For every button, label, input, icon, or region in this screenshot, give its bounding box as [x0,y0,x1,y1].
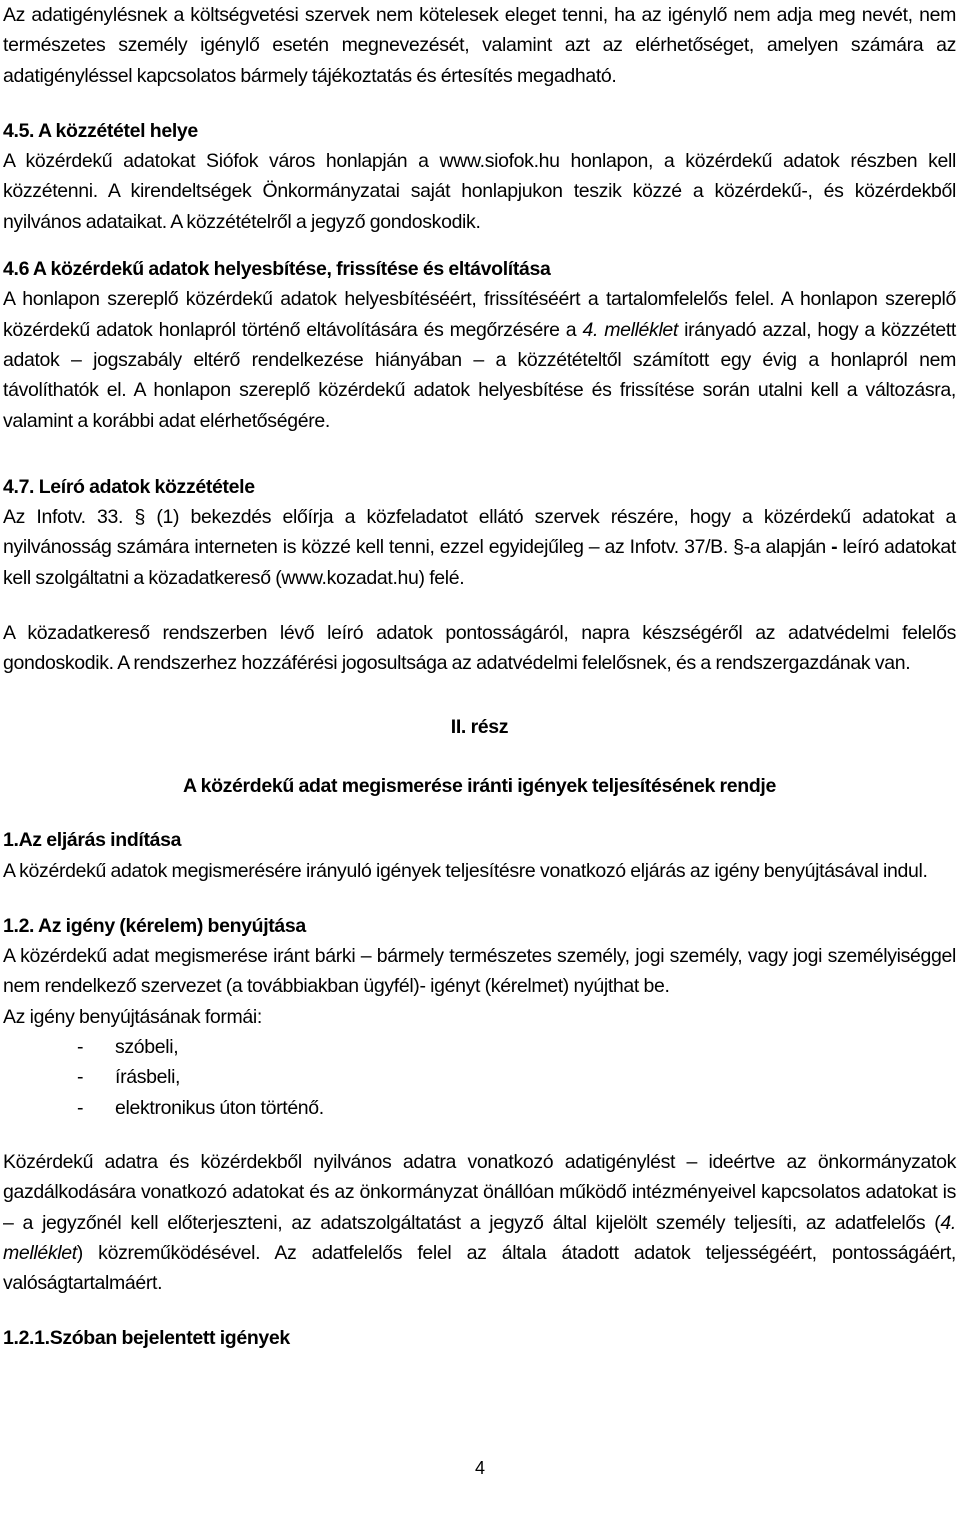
section-1-2-text-2a: Közérdekű adatra és közérdekből nyilvános adatra vonatkozó adatigénylést – ideértve az önkormányzatok gazdálkodására vonatkozó adatokat és az önkormányzat önállóan működő intézményeivel kapcsolatos adatokat is – a jegyzőnél kell előterjeszteni, az adatszolgáltatást a jegyző által kijelölt személy teljesíti, az adatfelelős ( [3,1150,956,1234]
list-item-text: szóbeli, [115,1036,179,1059]
section-4-6-text [3,284,956,435]
section-1-2-text-2 [3,1147,956,1298]
page-number: 4 [474,1458,485,1478]
list-item-text: írásbeli, [115,1066,181,1089]
section-1-2-1-heading: 1.2.1.Szóban bejelentett igények [3,1327,290,1350]
section-4-7-bold-dash: - [831,536,838,559]
section-4-7-text-1b: leíró adatokat kell szolgáltatni a közadatkereső (www.kozadat.hu) felé. [3,536,956,589]
list-dash: - [77,1036,84,1059]
section-4-6-text-b: irányadó azzal, hogy a közzétett adatok – jogszabály eltérő rendelkezése hiányában – a közzétételtől számított egy évig a honlapról nem távolíthatók el. A honlapon szereplő közérdekű adatok helyesbítése és frissítése során utalni kell a változásra, valamint a korábbi adat elérhetőségére. [3,318,956,432]
list-item [3,1062,956,1092]
section-1-heading: 1.Az eljárás indítása [3,829,182,852]
section-1-2-heading: 1.2. Az igény (kérelem) benyújtása [3,914,306,937]
intro-paragraph: Az adatigénylésnek a költségvetési szervek nem kötelesek eleget tenni, ha az igénylő nem adja meg nevét, nem természetes személy igénylő esetén megnevezését, valamint azt az elérhetőséget, amelyen számára az adatigényléssel kapcsolatos bármely tájékoztatás és értesítés megadható. [3,4,956,87]
list-item-text: elektronikus úton történő. [115,1096,324,1119]
list-item [3,1093,956,1123]
section-1-2-text: A közérdekű adat megismerése iránt bárki – bármely természetes személy, jogi személy, vagy jogi személyiséggel nem rendelkező szervezet (a továbbiakban ügyfél)- igényt (kérelmet) nyújthat be. [3,945,956,998]
section-4-6-heading: 4.6 A közérdekű adatok helyesbítése, frissítése és eltávolítása [3,258,551,281]
list-dash: - [77,1066,84,1089]
annex-reference: 4. melléklet [3,1211,956,1264]
forms-label: Az igény benyújtásának formái: [3,1005,262,1028]
section-4-6-text-a: A honlapon szereplő közérdekű adatok helyesbítéséért, frissítéséért a tartalomfelelős felel. A honlapon szereplő közérdekű adatok honlapról történő eltávolítására és megőrzésére a [3,288,956,341]
list-dash: - [77,1096,84,1119]
section-1-2-text-2b: ) közreműködésével. Az adatfelelős felel az általa átadott adatok teljességéért, pontosságáért, valóságtartalmáért. [3,1241,956,1295]
section-1-text: A közérdekű adatok megismerésére irányuló igények teljesítésre vonatkozó eljárás az igény benyújtásával indul. [3,859,928,882]
document-page [3,0,956,1354]
forms-list [3,1032,956,1123]
section-4-5-text: A közérdekű adatokat Siófok város honlapján a www.siofok.hu honlapon, a közérdekű adatok részben kell közzétenni. A kirendeltségek Önkormányzatai saját honlapjukon teszik közzé a közérdekű-, és közérdekből nyilvános adataikat. A közzétételről a jegyző gondoskodik. [3,150,956,233]
part-subtitle: A közérdekű adat megismerése iránti igények teljesítésének rendje [183,774,776,797]
section-4-7-text-1a: Az Infotv. 33. § (1) bekezdés előírja a közfeladatot ellátó szervek részére, hogy a közérdekű adatokat a nyilvánosság számára interneten is közzé kell tenni, ezzel egyidejűleg – az Infotv. 37/B. §-a alapján [3,506,956,559]
part-title: II. rész [450,715,509,738]
section-4-7-text-1 [3,502,956,593]
section-4-7-text-2: A közadatkereső rendszerben lévő leíró adatok pontosságáról, napra készségéről az adatvédelmi felelős gondoskodik. A rendszerhez hozzáférési jogosultsága az adatvédelmi felelősnek, és a rendszergazdának van. [3,622,956,675]
section-4-5-heading: 4.5. A közzététel helye [3,119,198,142]
list-item [3,1032,956,1062]
section-4-7-heading: 4.7. Leíró adatok közzététele [3,475,255,498]
annex-reference: 4. melléklet [582,318,678,341]
